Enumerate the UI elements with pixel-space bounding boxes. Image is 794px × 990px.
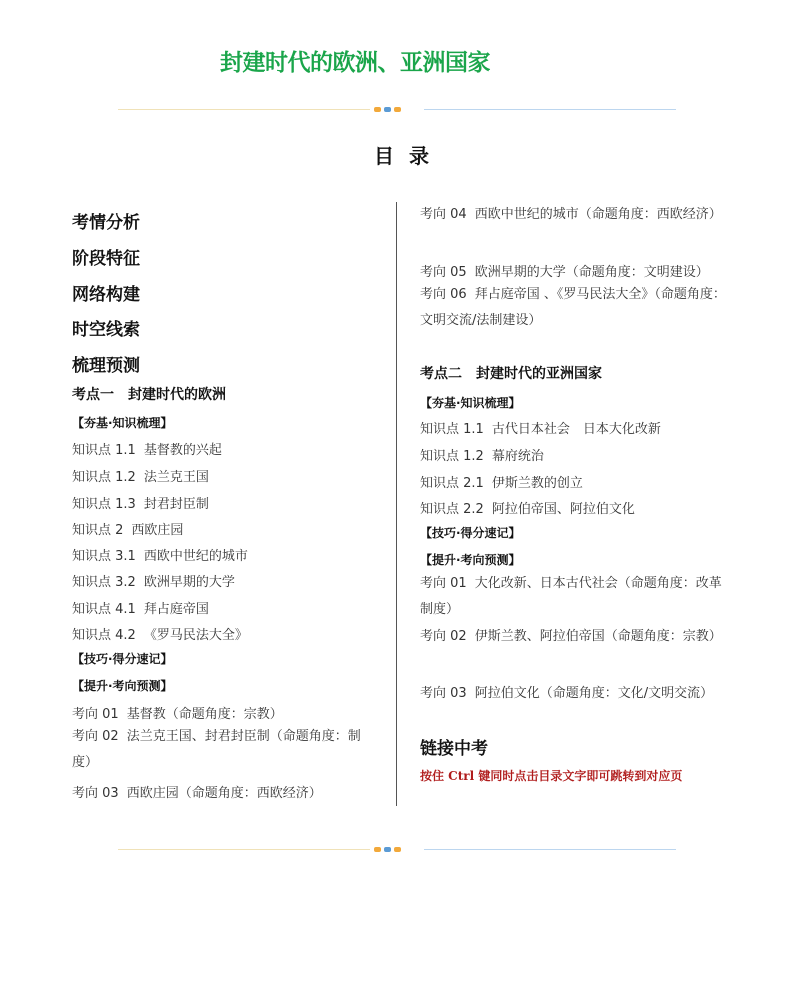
toc-link-knowledge[interactable]: 知识点 1.1 古代日本社会 日本大化改新	[420, 422, 661, 437]
toc-link-kaoqing[interactable]: 考情分析	[72, 213, 140, 233]
toc-link-direction[interactable]: 考向 03 阿拉伯文化（命题角度：文化/文明交流）	[420, 686, 714, 701]
toc-link-direction[interactable]: 考向 01 大化改新、日本古代社会（命题角度：改革制度）	[420, 576, 722, 617]
toc-link-predict-2[interactable]: 【提升·考向预测】	[420, 553, 521, 567]
top-divider	[118, 106, 676, 114]
toc-link-lianjie[interactable]: 链接中考	[420, 739, 488, 759]
toc-link-direction[interactable]: 考向 05 欧洲早期的大学（命题角度：文明建设）	[420, 265, 709, 280]
toc-link-knowledge[interactable]: 知识点 1.2 法兰克王国	[72, 470, 209, 485]
toc-link-wangluo[interactable]: 网络构建	[72, 285, 140, 305]
toc-heading: 目 录	[374, 144, 433, 168]
column-divider	[396, 202, 397, 806]
toc-link-jieduan[interactable]: 阶段特征	[72, 249, 140, 269]
toc-link-knowledge[interactable]: 知识点 2.1 伊斯兰教的创立	[420, 476, 583, 491]
toc-link-direction[interactable]: 考向 06 拜占庭帝国 、《罗马民法大全》（命题角度：文明交流/法制建设）	[420, 287, 726, 328]
bottom-divider	[118, 846, 676, 854]
toc-link-basic-2[interactable]: 【夯基·知识梳理】	[420, 396, 521, 410]
toc-link-knowledge[interactable]: 知识点 2.2 阿拉伯帝国、阿拉伯文化	[420, 502, 635, 517]
toc-link-knowledge[interactable]: 知识点 3.1 西欧中世纪的城市	[72, 549, 248, 564]
toc-link-shuli[interactable]: 梳理预测	[72, 356, 140, 376]
toc-link-direction[interactable]: 考向 04 西欧中世纪的城市（命题角度：西欧经济）	[420, 207, 722, 222]
toc-link-knowledge[interactable]: 知识点 3.2 欧洲早期的大学	[72, 575, 235, 590]
toc-link-knowledge[interactable]: 知识点 2 西欧庄园	[72, 523, 184, 538]
toc-link-direction[interactable]: 考向 02 法兰克王国、封君封臣制（命题角度：制度）	[72, 729, 361, 770]
toc-link-direction[interactable]: 考向 03 西欧庄园（命题角度：西欧经济）	[72, 786, 322, 801]
page-title: 封建时代的欧洲、亚洲国家	[220, 50, 490, 76]
toc-link-knowledge[interactable]: 知识点 4.2 《罗马民法大全》	[72, 628, 248, 643]
toc-link-direction[interactable]: 考向 02 伊斯兰教、阿拉伯帝国（命题角度：宗教）	[420, 629, 722, 644]
toc-link-topic2[interactable]: 考点二 封建时代的亚洲国家	[420, 366, 602, 382]
toc-link-knowledge[interactable]: 知识点 4.1 拜占庭帝国	[72, 602, 209, 617]
toc-link-knowledge[interactable]: 知识点 1.3 封君封臣制	[72, 497, 209, 512]
ctrl-click-note: 按住 Ctrl 键同时点击目录文字即可跳转到对应页	[420, 769, 683, 783]
toc-link-shikong[interactable]: 时空线索	[72, 320, 140, 340]
toc-link-knowledge[interactable]: 知识点 1.2 幕府统治	[420, 449, 544, 464]
toc-link-basic-1[interactable]: 【夯基·知识梳理】	[72, 416, 173, 430]
toc-link-knowledge[interactable]: 知识点 1.1 基督教的兴起	[72, 443, 222, 458]
toc-link-skill-2[interactable]: 【技巧·得分速记】	[420, 526, 521, 540]
toc-link-skill-1[interactable]: 【技巧·得分速记】	[72, 652, 173, 666]
toc-link-predict-1[interactable]: 【提升·考向预测】	[72, 679, 173, 693]
toc-link-direction[interactable]: 考向 01 基督教（命题角度：宗教）	[72, 707, 283, 722]
toc-link-topic1[interactable]: 考点一 封建时代的欧洲	[72, 387, 226, 403]
